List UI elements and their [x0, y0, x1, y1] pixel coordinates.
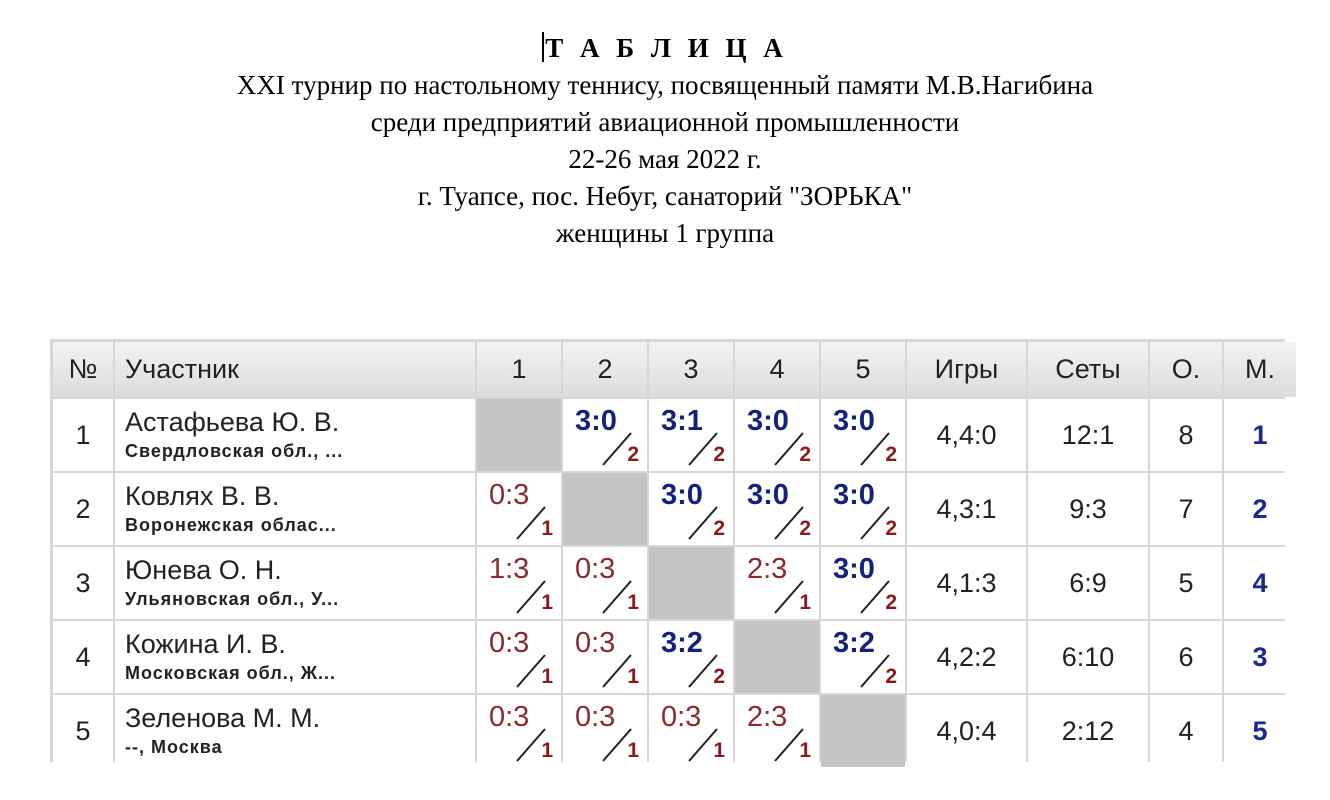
match-result-cell[interactable]: [735, 399, 819, 471]
match-result: [821, 547, 905, 619]
points-cell: 7: [1150, 473, 1222, 545]
games-cell: 4,3:1: [907, 473, 1026, 545]
diagonal-cell: [477, 399, 561, 471]
match-score: 3:1: [661, 405, 703, 437]
participant-name: Астафьева Ю. В.: [125, 407, 340, 437]
diagonal-cell: [735, 621, 819, 693]
match-points: 2: [627, 443, 639, 466]
match-score: 0:3: [661, 701, 702, 733]
column-header[interactable]: Сеты: [1028, 342, 1148, 397]
participant-cell[interactable]: [115, 399, 475, 471]
tournament-subtitle: среди предприятий авиационной промышленности: [370, 107, 960, 137]
place-cell: [1224, 621, 1296, 693]
match-score: 3:2: [833, 627, 875, 659]
match-result: [821, 621, 905, 693]
match-result-cell[interactable]: [649, 695, 733, 767]
match-result: [821, 399, 905, 471]
column-header[interactable]: 1: [477, 342, 561, 397]
match-score: 2:3: [747, 553, 788, 585]
match-result: [563, 399, 647, 471]
match-result: [735, 399, 819, 471]
diagonal-cell: [821, 695, 905, 767]
results-table: [50, 339, 1285, 762]
games-cell: 4,2:2: [907, 621, 1026, 693]
points-cell: 6: [1150, 621, 1222, 693]
match-result-cell[interactable]: [563, 621, 647, 693]
match-score: 3:0: [747, 479, 789, 511]
match-result-cell[interactable]: [735, 695, 819, 767]
place-cell: [1224, 695, 1296, 767]
games-cell: 4,4:0: [907, 399, 1026, 471]
match-score: 0:3: [575, 553, 616, 585]
match-score: 3:0: [661, 479, 703, 511]
sets-cell: 6:9: [1028, 547, 1148, 619]
sets-cell: 9:3: [1028, 473, 1148, 545]
participant-name: Ковлях В. В.: [125, 481, 280, 511]
points-cell: 4: [1150, 695, 1222, 767]
diagonal-cell: [563, 473, 647, 545]
match-points: 2: [799, 443, 811, 466]
match-score: 0:3: [489, 701, 530, 733]
place-cell: [1224, 547, 1296, 619]
match-result-cell[interactable]: [821, 399, 905, 471]
match-result: [477, 695, 561, 767]
sets-cell: 2:12: [1028, 695, 1148, 767]
place-value: 5: [1252, 715, 1268, 746]
participant-region: Московская обл., Ж...: [125, 663, 337, 683]
text-cursor: [542, 32, 544, 62]
match-result-cell[interactable]: [821, 621, 905, 693]
match-score: 3:0: [833, 405, 875, 437]
match-result: [735, 473, 819, 545]
match-result-cell[interactable]: [563, 695, 647, 767]
column-header[interactable]: М.: [1224, 342, 1296, 397]
column-header[interactable]: №: [53, 342, 113, 397]
match-points: 1: [713, 739, 725, 762]
column-header[interactable]: 4: [735, 342, 819, 397]
match-result-cell[interactable]: [649, 621, 733, 693]
match-result: [477, 547, 561, 619]
participant-cell[interactable]: [115, 547, 475, 619]
match-result: [735, 695, 819, 767]
participant-region: --, Москва: [125, 737, 223, 757]
match-points: 2: [885, 665, 897, 688]
match-points: 1: [541, 739, 553, 762]
match-result-cell[interactable]: [563, 547, 647, 619]
match-result: [735, 547, 819, 619]
row-number: 4: [53, 621, 113, 693]
document-title: Т А Б Л И Ц А: [0, 30, 1330, 67]
match-result-cell[interactable]: [477, 695, 561, 767]
place-value: 1: [1252, 419, 1268, 450]
match-score: 2:3: [747, 701, 788, 733]
participant-cell[interactable]: [115, 695, 475, 767]
row-number: 1: [53, 399, 113, 471]
match-points: 1: [541, 517, 553, 540]
participant-region: Свердловская обл., ...: [125, 441, 344, 461]
tournament-location: г. Туапсе, пос. Небуг, санаторий "ЗОРЬКА": [417, 181, 913, 211]
match-result-cell[interactable]: [735, 473, 819, 545]
match-points: 2: [885, 517, 897, 540]
row-number: 2: [53, 473, 113, 545]
match-result: [821, 473, 905, 545]
points-cell: 5: [1150, 547, 1222, 619]
match-result: [563, 547, 647, 619]
match-result-cell[interactable]: [563, 399, 647, 471]
match-result-cell[interactable]: [477, 473, 561, 545]
participant-name: Зеленова М. М.: [125, 703, 321, 733]
place-value: 4: [1252, 567, 1268, 598]
row-number: 3: [53, 547, 113, 619]
match-result: [563, 621, 647, 693]
match-result: [477, 473, 561, 545]
match-result: [477, 621, 561, 693]
match-points: 2: [885, 591, 897, 614]
match-points: 1: [541, 665, 553, 688]
column-header[interactable]: 3: [649, 342, 733, 397]
place-cell: [1224, 399, 1296, 471]
match-result-cell[interactable]: [477, 547, 561, 619]
match-result: [649, 695, 733, 767]
match-result: [649, 621, 733, 693]
match-result-cell[interactable]: [821, 473, 905, 545]
participant-cell[interactable]: [115, 473, 475, 545]
match-result: [649, 399, 733, 471]
match-points: 1: [627, 591, 639, 614]
match-points: 2: [713, 517, 725, 540]
match-points: 2: [713, 443, 725, 466]
sets-cell: 12:1: [1028, 399, 1148, 471]
match-points: 1: [627, 665, 639, 688]
points-cell: 8: [1150, 399, 1222, 471]
document-header: [0, 30, 1330, 252]
match-score: 3:0: [833, 553, 875, 585]
place-value: 3: [1252, 641, 1268, 672]
row-number: 5: [53, 695, 113, 767]
match-points: 1: [627, 739, 639, 762]
match-points: 1: [799, 739, 811, 762]
column-header[interactable]: 5: [821, 342, 905, 397]
match-points: 2: [799, 517, 811, 540]
tournament-name: XXI турнир по настольному теннису, посвященный памяти М.В.Нагибина: [236, 70, 1094, 100]
match-points: 2: [885, 443, 897, 466]
match-score: 3:0: [747, 405, 789, 437]
match-score: 3:2: [661, 627, 703, 659]
results-grid: [53, 342, 1282, 767]
match-score: 3:0: [833, 479, 875, 511]
match-points: 2: [713, 665, 725, 688]
match-result-cell[interactable]: [649, 473, 733, 545]
games-cell: 4,0:4: [907, 695, 1026, 767]
participant-region: Воронежская облас...: [125, 515, 337, 535]
match-score: 0:3: [575, 627, 616, 659]
games-cell: 4,1:3: [907, 547, 1026, 619]
column-header[interactable]: 2: [563, 342, 647, 397]
participant-region: Ульяновская обл., У...: [125, 589, 340, 609]
match-result-cell[interactable]: [821, 547, 905, 619]
place-cell: [1224, 473, 1296, 545]
match-score: 0:3: [489, 627, 530, 659]
match-points: 1: [799, 591, 811, 614]
sets-cell: 6:10: [1028, 621, 1148, 693]
tournament-group: женщины 1 группа: [555, 218, 775, 248]
match-result: [563, 695, 647, 767]
participant-name: Юнева О. Н.: [125, 555, 282, 585]
place-value: 2: [1252, 493, 1268, 524]
match-result: [649, 473, 733, 545]
match-points: 1: [541, 591, 553, 614]
column-header[interactable]: Участник: [115, 342, 475, 397]
match-score: 3:0: [575, 405, 617, 437]
column-header[interactable]: Игры: [907, 342, 1026, 397]
diagonal-cell: [649, 547, 733, 619]
match-score: 1:3: [489, 553, 530, 585]
participant-cell[interactable]: [115, 621, 475, 693]
participant-name: Кожина И. В.: [125, 629, 286, 659]
match-result-cell[interactable]: [735, 547, 819, 619]
column-header[interactable]: О.: [1150, 342, 1222, 397]
match-score: 0:3: [489, 479, 530, 511]
match-result-cell[interactable]: [477, 621, 561, 693]
tournament-dates: 22-26 мая 2022 г.: [568, 144, 762, 174]
match-score: 0:3: [575, 701, 616, 733]
match-result-cell[interactable]: [649, 399, 733, 471]
